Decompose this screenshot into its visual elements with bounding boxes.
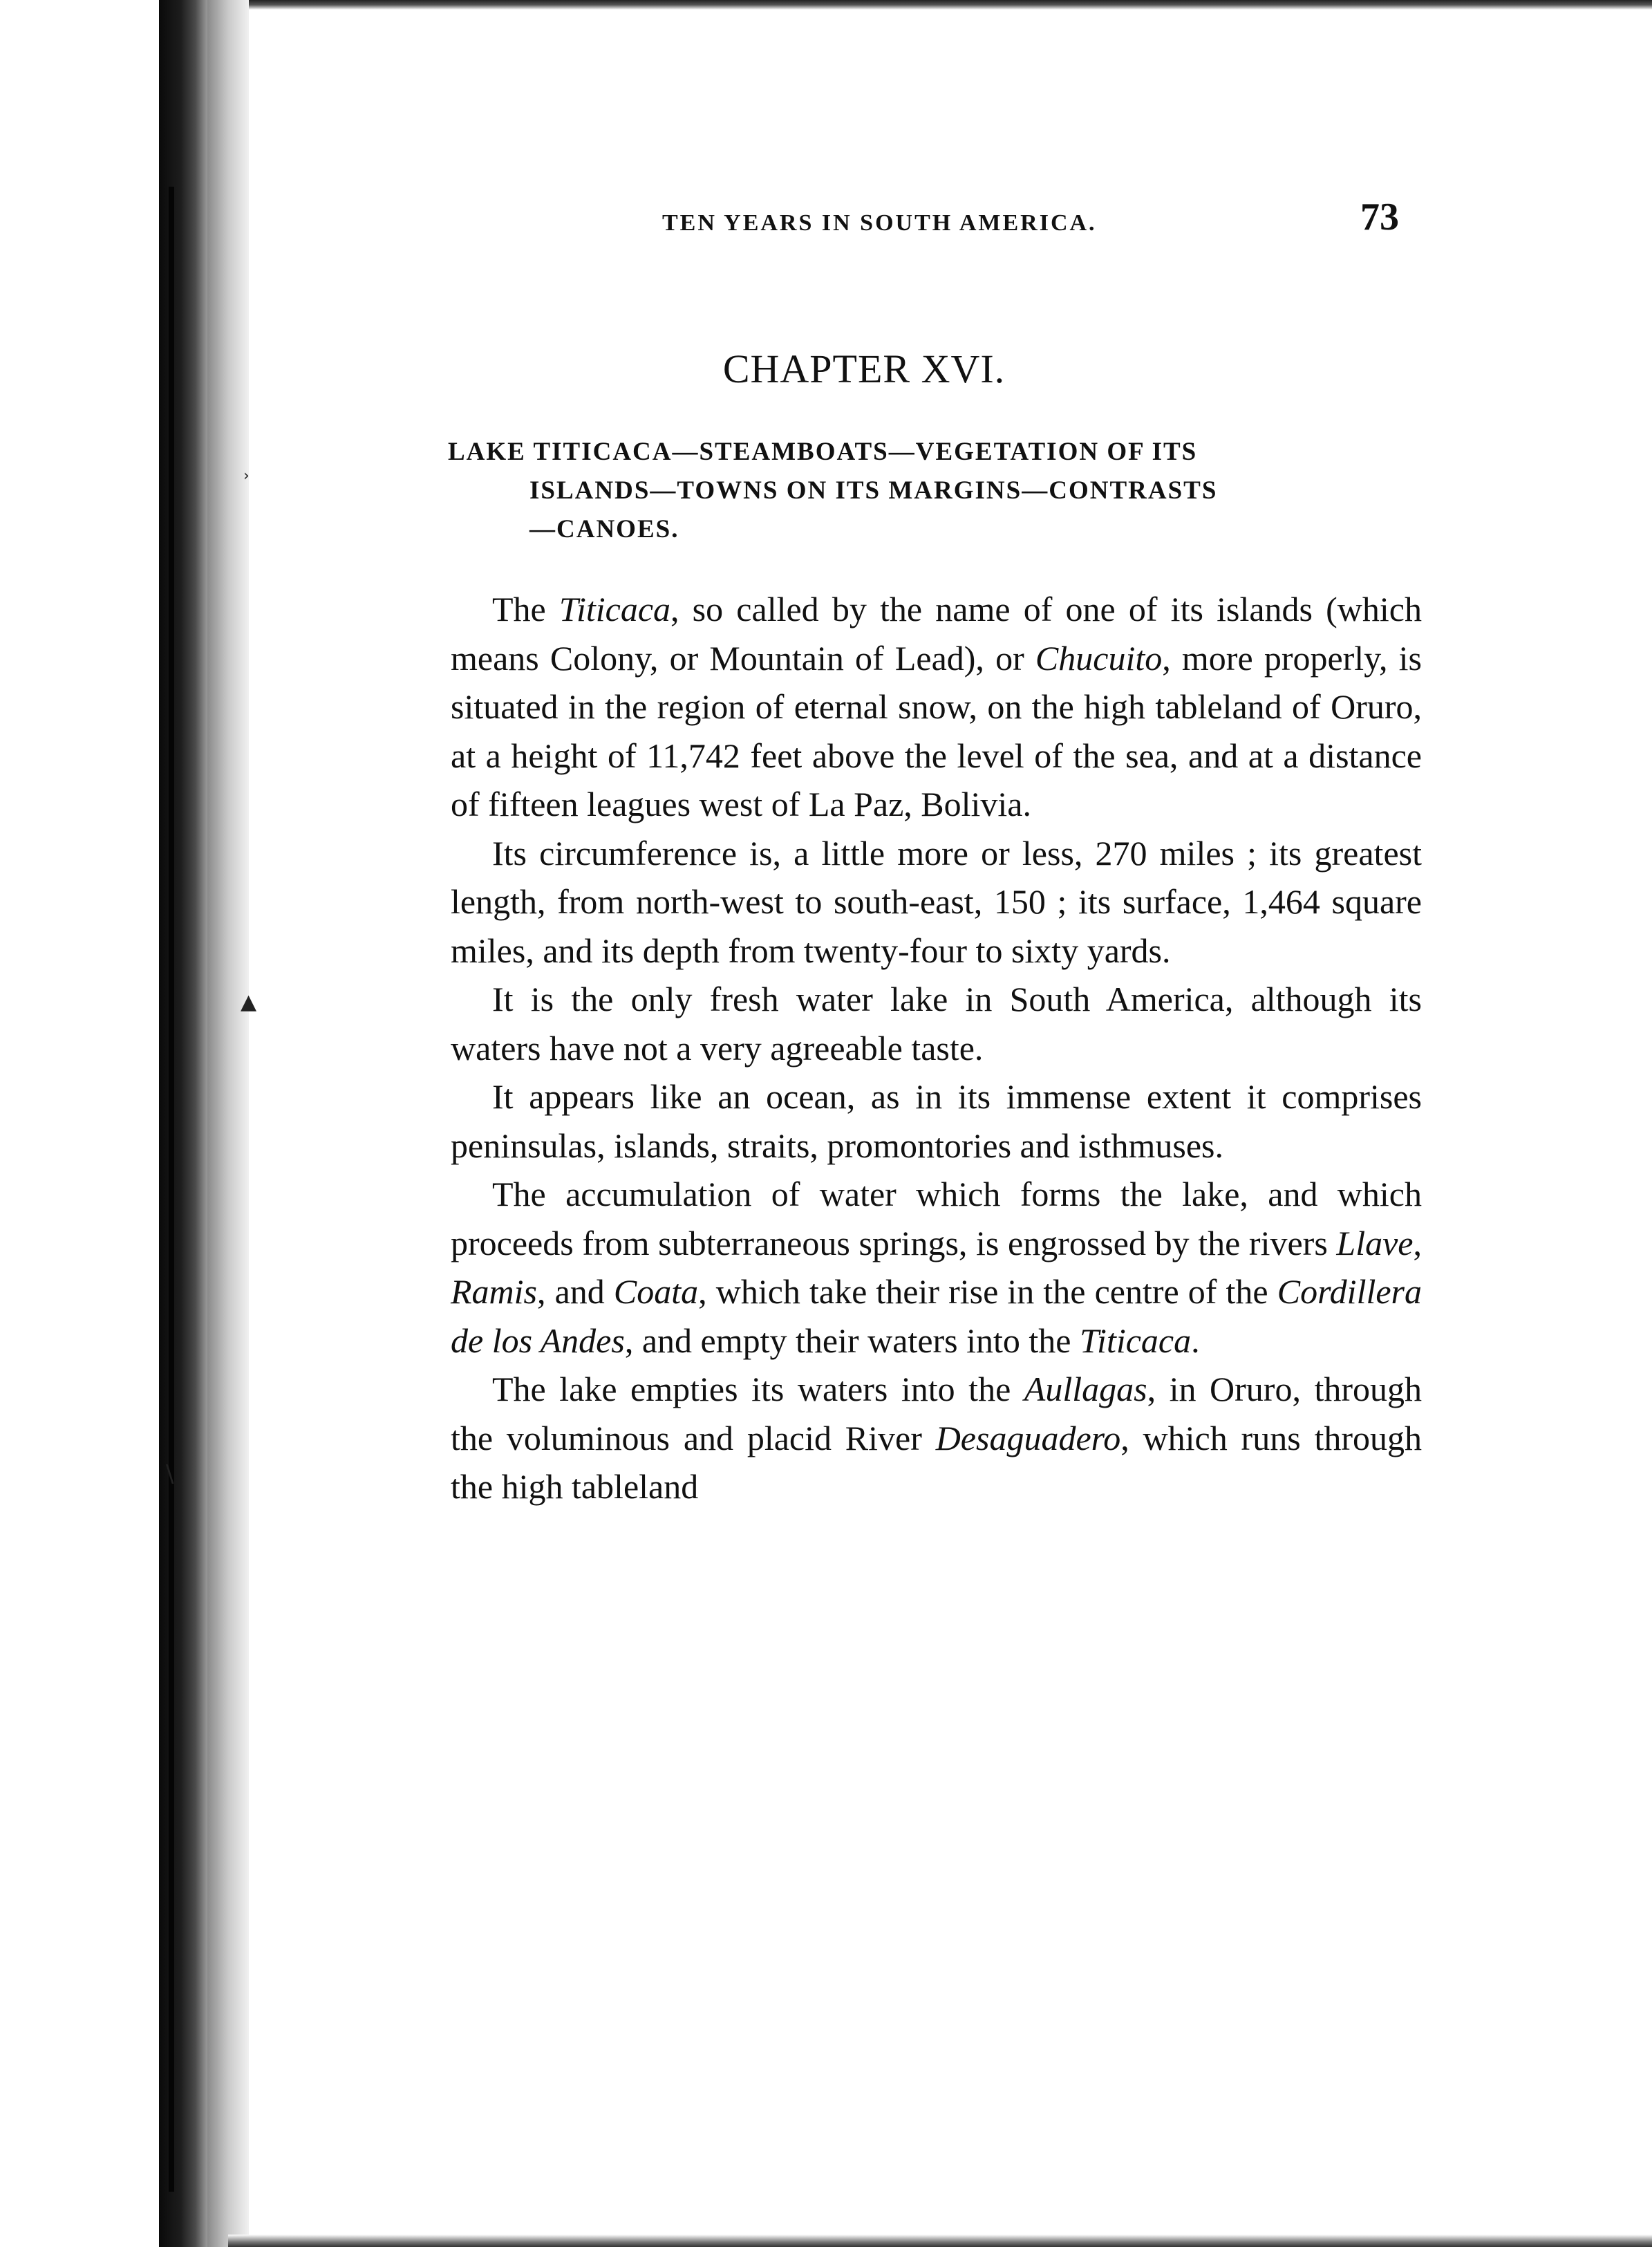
text-run: The — [492, 590, 559, 628]
text-run: , more properly, is situated in the region of eternal snow, on the high tableland of Oruro, at a height of 11,742 feet above the level of the sea, and at a distance of fifteen leagues west of La Paz, Bolivia. — [451, 638, 1422, 823]
text-run: Its circumference is, a little more or less, 270 miles ; its greatest length, from north-west to south-east, 150 ; its surface, 1,464 square miles, and its depth from twenty-four to sixty yards. — [451, 833, 1422, 970]
text-run: , which take their rise in the centre of the — [698, 1272, 1277, 1311]
text-run: , which runs through the high tableland — [451, 1418, 1423, 1506]
chapter-title: CHAPTER XVI. — [722, 346, 1006, 391]
scan-bottom-edge — [228, 2235, 1652, 2247]
scan-speck: ▲ — [241, 990, 257, 1014]
body-paragraph — [451, 829, 1422, 976]
scan-speck: \ — [166, 1460, 174, 1488]
synopsis-line: LAKE TITICACA—STEAMBOATS—VEGETATION OF ITS — [448, 438, 1198, 466]
binding-crease — [169, 187, 174, 2192]
italic-text: Aullagas — [1024, 1370, 1147, 1408]
italic-text: Titicaca — [1080, 1321, 1192, 1360]
text-run: , in Oruro, through the voluminous and placid River — [451, 1370, 1423, 1457]
text-run: It is the only fresh water lake in South America, although its waters have not a very agreeable taste. — [451, 980, 1422, 1067]
text-run: , and — [537, 1272, 614, 1311]
page-number: 73 — [1360, 196, 1399, 239]
italic-text: Llave — [1336, 1223, 1414, 1262]
synopsis-line: —CANOES. — [529, 515, 679, 543]
text-run: It appears like an ocean, as in its immense extent it comprises peninsulas, islands, straits, promontories and isthmuses. — [451, 1077, 1422, 1165]
text-run: , — [1413, 1223, 1422, 1262]
scan-speck: › — [243, 467, 250, 485]
body-paragraph — [451, 975, 1422, 1072]
text-run: . — [1191, 1321, 1200, 1360]
scan-top-edge — [159, 0, 1652, 10]
body-paragraph — [451, 1072, 1422, 1170]
text-run: , so called by the name of one of its islands (which means Colony, or Mountain of Lead), or — [451, 590, 1422, 678]
synopsis-line: ISLANDS—TOWNS ON ITS MARGINS—CONTRASTS — [529, 476, 1218, 505]
text-run: The accumulation of water which forms the lake, and which proceeds from subterraneous springs, is engrossed by the rivers — [451, 1175, 1422, 1262]
body-paragraph — [451, 1170, 1422, 1365]
chapter-synopsis — [449, 433, 1424, 549]
italic-text: Cordillera de los Andes — [451, 1272, 1422, 1360]
text-run: , and empty their waters into the — [624, 1321, 1080, 1360]
book-binding-shadow — [159, 0, 207, 2247]
italic-text: Titicaca — [559, 590, 671, 628]
book-gutter — [207, 0, 249, 2247]
body-text — [451, 585, 1422, 1511]
text-run: The lake empties its waters into the — [492, 1370, 1024, 1408]
italic-text: Coata — [613, 1272, 699, 1311]
italic-text: Desaguadero — [935, 1418, 1121, 1457]
italic-text: Chucuito — [1035, 638, 1163, 678]
body-paragraph — [451, 585, 1422, 829]
italic-text: Ramis — [451, 1272, 537, 1311]
running-head: TEN YEARS IN SOUTH AMERICA. — [662, 210, 1097, 236]
body-paragraph — [451, 1365, 1422, 1511]
